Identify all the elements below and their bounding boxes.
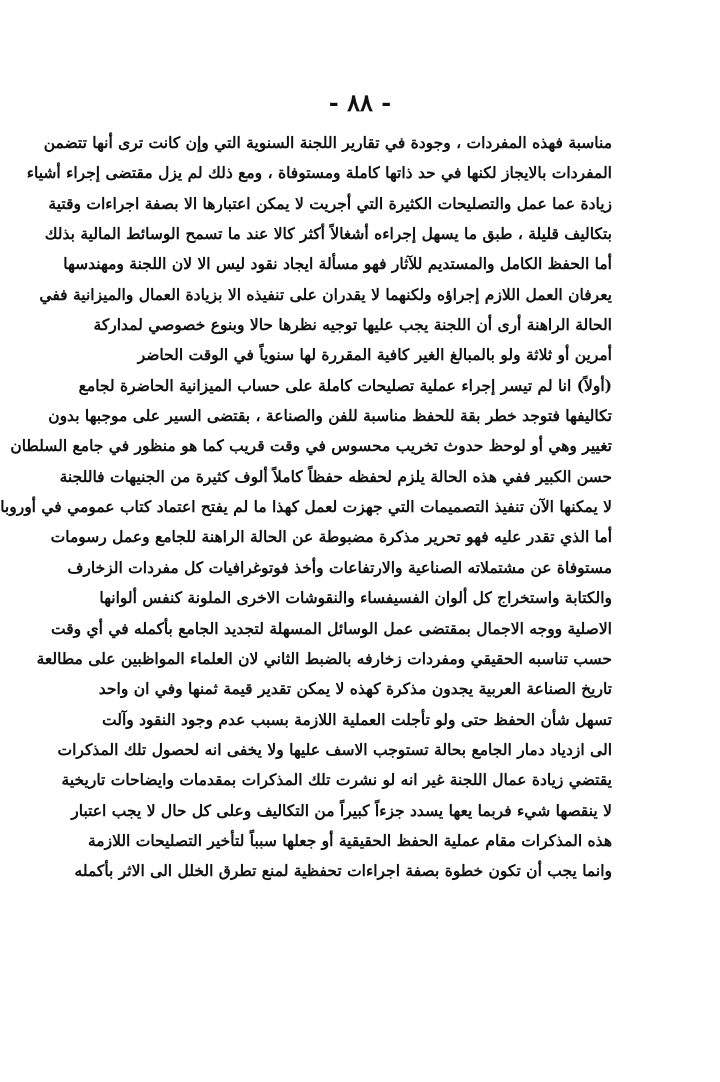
text-line: زيادة عما عمل والتصليحات الكثيرة التي أجريت لا يمكن اعتبارها الا بصفة اجراءات وقتية [48, 193, 612, 213]
text-line: الى ازدياد دمار الجامع بحالة تستوجب الاسف عليها ولا يخفى انه لحصول تلك المذكرات [57, 739, 612, 759]
text-line: وانما يجب أن تكون خطوة بصفة اجراءات تحفظية لمنع تطرق الخلل الى الاثر بأكمله [74, 861, 612, 881]
text-line: بتكاليف قليلة ، طبق ما يسهل إجراءه أشغالاً أكثر كالا عند ما تسمح الوسائط المالية بذلك [44, 224, 612, 244]
page-number: - ٨٨ - [328, 88, 392, 117]
text-line: يعرفان العمل اللازم إجراؤه ولكنهما لا يقدران على تنفيذه الا بزيادة العمال والميزانية ففي [39, 284, 612, 304]
text-line: لا يمكنها الآن تنفيذ التصميمات التي جهزت لعمل كهذا ما لم يفتح اعتماد كتاب عمومي في أوروبا [0, 497, 612, 517]
text-line: أمرين أو ثلاثة ولو بالمبالغ الغير كافية المقررة لها سنوياً في الوقت الحاضر [137, 345, 612, 365]
text-line: حسن الكبير ففي هذه الحالة يلزم لحفظه حفظاً كاملاً ألوف كثيرة من الجنيهات فاللجنة [59, 466, 612, 486]
text-line: لا ينقصها شيء فربما يعها يسدد جزءاً كبيراً من التكاليف وعلى كل حال لا يجب اعتبار [71, 800, 612, 820]
text-line: الاصلية ووجه الاجمال بمقتضى عمل الوسائل المسهلة لتجديد الجامع بأكمله في أي وقت [50, 618, 612, 638]
text-line: يقتضي زيادة عمال اللجنة غير انه لو نشرت تلك المذكرات بمقدمات وايضاحات تاريخية [61, 770, 612, 790]
text-line: تغيير وهي أو لوحظ حدوث تخريب محسوس في وقت قريب كما هو منظور في جامع السلطان [10, 436, 612, 456]
text-line: الحالة الراهنة أرى أن اللجنة يجب عليها توجيه نظرها حالا وبنوع خصوصي لمداركة [93, 315, 612, 335]
arabic-text-body [0, 128, 612, 887]
text-line: تاريخ الصناعة العربية يجدون مذكرة كهذه لا يمكن تقدير قيمة ثمنها وفي ان واحد [98, 679, 612, 699]
text-line: أما الحفظ الكامل والمستديم للآثار فهو مسألة ايجاد نقود ليس الا لان اللجنة ومهندسها [63, 254, 612, 274]
text-line: هذه المذكرات مقام عملية الحفظ الحقيقية أو جعلها سبباً لتأخير التصليحات اللازمة [87, 830, 612, 850]
text-line: (أولاً) انا لم تيسر إجراء عملية تصليحات كاملة على حساب الميزانية الحاضرة لجامع [78, 375, 612, 395]
text-line: تكاليفها فتوجد خطر بقة للحفظ مناسبة للفن والصناعة ، بقتضى السير على موجبها بدون [48, 406, 612, 426]
text-line: مستوفاة عن مشتملاته الصناعية والارتفاعات وأخذ فوتوغرافيات كل مفردات الزخارف [67, 557, 612, 577]
text-line: تسهل شأن الحفظ حتى ولو تأجلت العملية اللازمة بسبب عدم وجود النقود وآلت [102, 709, 612, 729]
text-line: مناسبة فهذه المفردات ، وجودة في تقارير اللجنة السنوية التي وإن كانت ترى أنها تتضمن [43, 133, 612, 152]
text-line: المفردات بالايجاز لكنها في حد ذاتها كاملة ومستوفاة ، ومع ذلك لم يزل مقتضى إجراء أشياء [26, 163, 612, 183]
text-line: أما الذي تقدر عليه فهو تحرير مذكرة مضبوطة عن الحالة الراهنة للجامع وعمل رسومات [50, 527, 612, 547]
text-line: حسب تناسبه الحقيقي ومفردات زخارفه بالضبط الثاني لان العلماء المواظبين على مطالعة [36, 648, 612, 668]
text-line: والكتابة واستخراج كل ألوان الفسيفساء والنقوشات الاخرى الملونة كنفس ألوانها [99, 588, 612, 608]
